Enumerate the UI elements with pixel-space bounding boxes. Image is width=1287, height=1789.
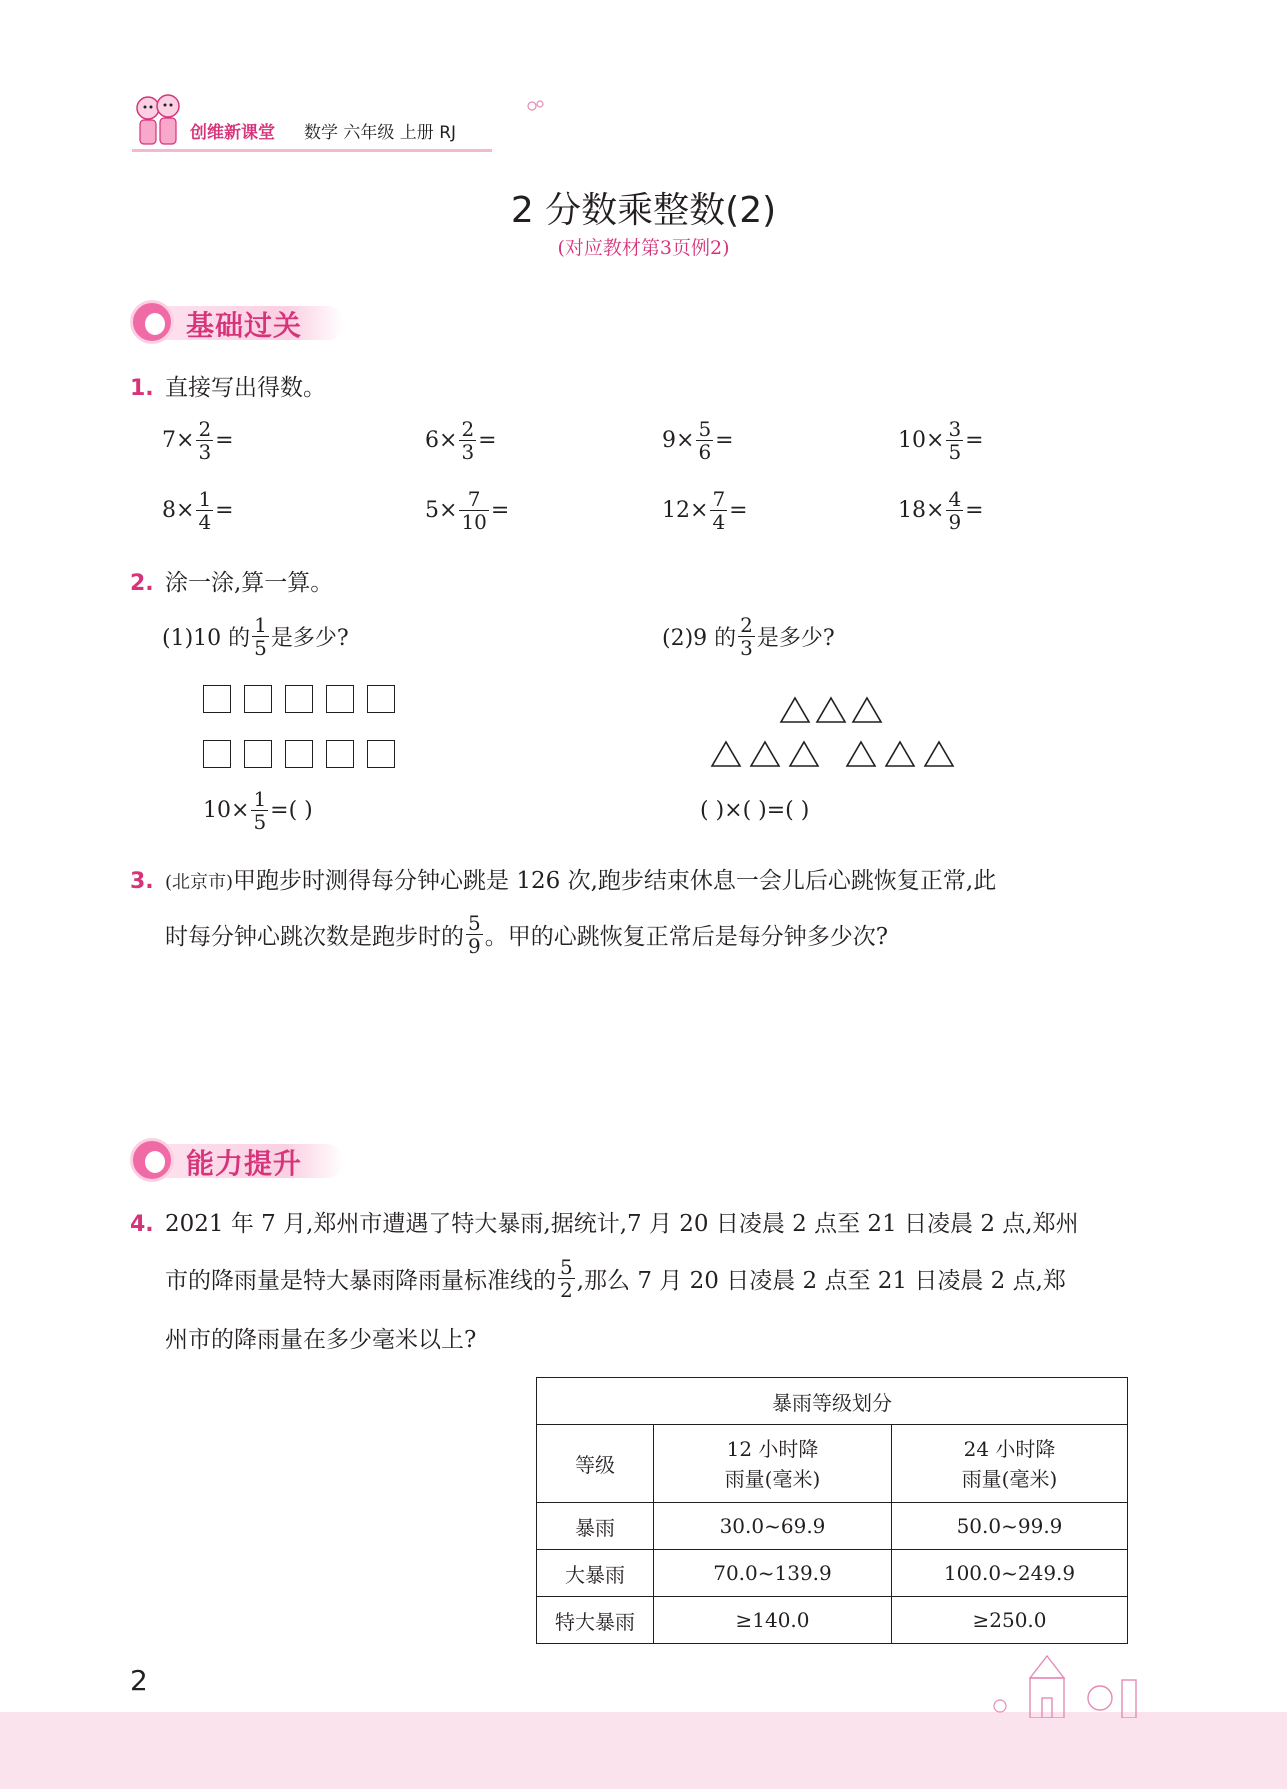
question-4-line-3: 州市的降雨量在多少毫米以上? xyxy=(165,1327,477,1353)
calc-item: 12× $\frac{7}{4}$ = xyxy=(662,487,748,534)
section-basic-title: 基础过关 xyxy=(186,309,303,342)
shade-triangle[interactable] xyxy=(923,740,955,768)
book-info: 数学 六年级 上册 RJ xyxy=(304,123,457,143)
question-2-part-1-answer: 10× $\frac{1}{5}$ =( ) xyxy=(203,787,313,834)
shade-square[interactable] xyxy=(244,685,272,713)
question-2-part-2: (2)9 的 $\frac{2}{3}$ 是多少? xyxy=(662,613,835,660)
textbook-reference: (对应教材第3页例2) xyxy=(557,237,730,259)
shade-triangle[interactable] xyxy=(749,740,781,768)
table-row: 大暴雨 70.0~139.9 100.0~249.9 xyxy=(537,1550,1128,1597)
question-3-number: 3. xyxy=(130,869,154,894)
calc-item: 5× $\frac{7}{10}$ = xyxy=(425,487,510,534)
calc-item: 6× $\frac{2}{3}$ = xyxy=(425,417,497,464)
question-2-number: 2. xyxy=(130,571,154,596)
question-3-text: 甲跑步时测得每分钟心跳是 126 次,跑步结束休息一会儿后心跳恢复正常,此 xyxy=(233,868,997,894)
table-header: 24 小时降 雨量(毫米) xyxy=(892,1425,1128,1503)
section-advanced-badge xyxy=(130,1138,344,1182)
shade-square[interactable] xyxy=(326,685,354,713)
table-caption: 暴雨等级划分 xyxy=(537,1378,1128,1425)
page-title: 2 分数乘整数(2) xyxy=(510,190,777,231)
shade-triangle[interactable] xyxy=(779,696,811,724)
shade-triangle[interactable] xyxy=(884,740,916,768)
question-2-part-1: (1)10 的 $\frac{1}{5}$ 是多少? xyxy=(162,613,349,660)
rainstorm-table xyxy=(536,1377,1128,1644)
section-basic-badge xyxy=(130,300,344,344)
shade-square[interactable] xyxy=(285,740,313,768)
question-1-text: 直接写出得数。 xyxy=(165,375,326,401)
table-row: 特大暴雨 ≥140.0 ≥250.0 xyxy=(537,1597,1128,1644)
calc-item: 10× $\frac{3}{5}$ = xyxy=(898,417,984,464)
shade-square[interactable] xyxy=(244,740,272,768)
shade-triangle[interactable] xyxy=(788,740,820,768)
table-header: 等级 xyxy=(537,1425,654,1503)
table-header: 12 小时降 雨量(毫米) xyxy=(654,1425,892,1503)
mascot-icon xyxy=(130,1138,174,1182)
question-2-part-2-answer: ( )×( )=( ) xyxy=(700,798,810,823)
mascot-kids-logo xyxy=(132,92,186,152)
shade-triangle[interactable] xyxy=(845,740,877,768)
shade-square[interactable] xyxy=(367,740,395,768)
question-2-text: 涂一涂,算一算。 xyxy=(165,570,334,596)
shade-square[interactable] xyxy=(203,740,231,768)
question-4-number: 4. xyxy=(130,1212,154,1237)
calc-item: 9× $\frac{5}{6}$ = xyxy=(662,417,734,464)
question-4-line-1: 2021 年 7 月,郑州市遭遇了特大暴雨,据统计,7 月 20 日凌晨 2 点至 21 日凌晨 2 点,郑州 xyxy=(165,1211,1079,1237)
question-3-line-1 xyxy=(165,866,996,898)
footer-band xyxy=(0,1712,1287,1789)
castle-icon xyxy=(990,1650,1160,1718)
region-tag: (北京市) xyxy=(165,872,234,893)
shade-square[interactable] xyxy=(285,685,313,713)
question-3-line-2: 时每分钟心跳次数是跑步时的 $\frac{5}{9}$ 。甲的心跳恢复正常后是每分钟多少次? xyxy=(165,911,889,958)
shade-square[interactable] xyxy=(367,685,395,713)
section-advanced-title: 能力提升 xyxy=(186,1147,303,1180)
brand-name: 创维新课堂 xyxy=(190,123,275,143)
shade-triangle[interactable] xyxy=(710,740,742,768)
table-row: 暴雨 30.0~69.9 50.0~99.9 xyxy=(537,1503,1128,1550)
mascot-icon xyxy=(130,300,174,344)
question-1-number: 1. xyxy=(130,376,154,401)
shade-triangle[interactable] xyxy=(851,696,883,724)
shade-triangle[interactable] xyxy=(815,696,847,724)
calc-item: 8× $\frac{1}{4}$ = xyxy=(162,487,234,534)
header-divider xyxy=(132,149,492,152)
shade-square[interactable] xyxy=(203,685,231,713)
question-4-line-2: 市的降雨量是特大暴雨降雨量标准线的 $\frac{5}{2}$ ,那么 7 月 20 日凌晨 2 点至 21 日凌晨 2 点,郑 xyxy=(165,1255,1066,1302)
calc-item: 7× $\frac{2}{3}$ = xyxy=(162,417,234,464)
calc-item: 18× $\frac{4}{9}$ = xyxy=(898,487,984,534)
page-number: 2 xyxy=(130,1664,148,1697)
flower-icon xyxy=(526,98,548,114)
shade-square[interactable] xyxy=(326,740,354,768)
